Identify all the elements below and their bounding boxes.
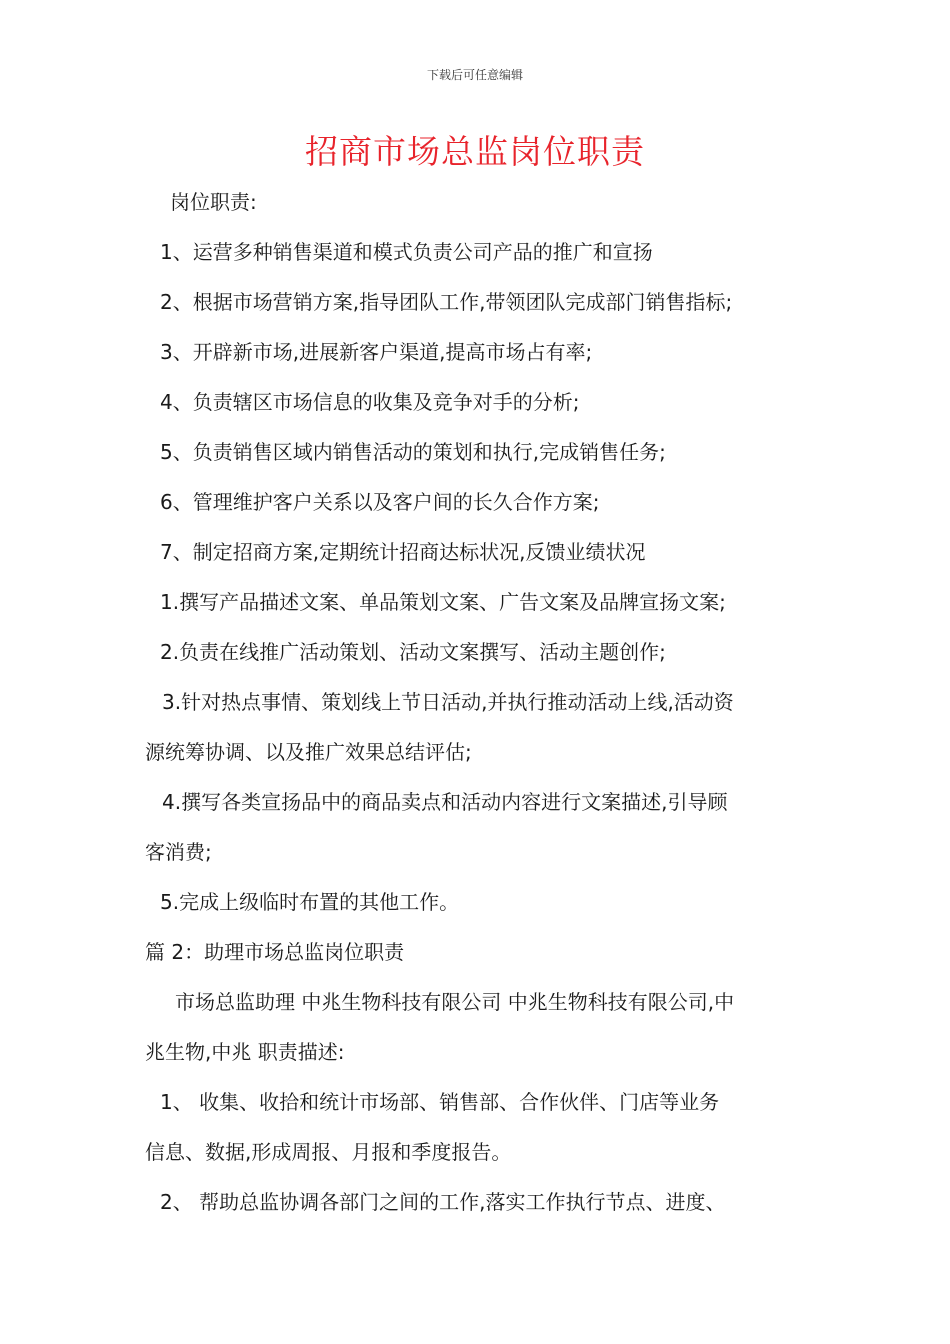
copy-item-3-cont: 源统筹协调、以及推广效果总结评估; [145, 740, 472, 764]
section-heading-part2: 篇 2：助理市场总监岗位职责 [145, 940, 405, 964]
duty-item-2: 2、根据市场营销方案,指导团队工作,带领团队完成部门销售指标; [160, 290, 733, 314]
header-note: 下载后可任意编辑 [426, 68, 523, 82]
part2-intro: 市场总监助理 中兆生物科技有限公司 中兆生物科技有限公司,中 [175, 990, 735, 1014]
copy-item-3: 3.针对热点事情、策划线上节日活动,并执行推动活动上线,活动资 [162, 690, 734, 714]
copy-item-1: 1.撰写产品描述文案、单品策划文案、广告文案及品牌宣扬文案; [160, 590, 726, 614]
duty-item-3: 3、开辟新市场,进展新客户渠道,提高市场占有率; [160, 340, 593, 364]
assistant-item-2: 2、 帮助总监协调各部门之间的工作,落实工作执行节点、进度、 [160, 1190, 726, 1214]
duty-item-1: 1、运营多种销售渠道和模式负责公司产品的推广和宣扬 [160, 240, 653, 264]
part2-intro-cont: 兆生物,中兆 职责描述: [145, 1040, 345, 1064]
duty-item-6: 6、管理维护客户关系以及客户间的长久合作方案; [160, 490, 600, 514]
assistant-item-1: 1、 收集、收拾和统计市场部、销售部、合作伙伴、门店等业务 [160, 1090, 720, 1114]
document-title: 招商市场总监岗位职责 [305, 132, 645, 171]
copy-item-4-cont: 客消费; [145, 840, 212, 864]
copy-item-4: 4.撰写各类宣扬品中的商品卖点和活动内容进行文案描述,引导顾 [162, 790, 728, 814]
section-heading-duties: 岗位职责: [170, 190, 257, 214]
duty-item-5: 5、负责销售区域内销售活动的策划和执行,完成销售任务; [160, 440, 666, 464]
duty-item-4: 4、负责辖区市场信息的收集及竞争对手的分析; [160, 390, 580, 414]
assistant-item-1-cont: 信息、数据,形成周报、月报和季度报告。 [145, 1140, 512, 1164]
duty-item-7: 7、制定招商方案,定期统计招商达标状况,反馈业绩状况 [160, 540, 646, 564]
copy-item-5: 5.完成上级临时布置的其他工作。 [160, 890, 460, 914]
copy-item-2: 2.负责在线推广活动策划、活动文案撰写、活动主题创作; [160, 640, 666, 664]
